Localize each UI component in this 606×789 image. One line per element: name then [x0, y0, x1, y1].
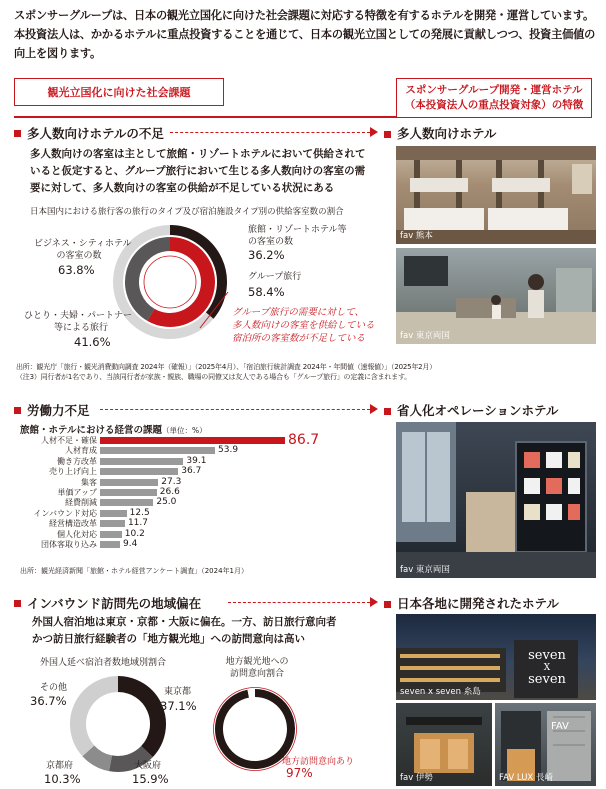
bar-category-label: 人材不足・確保 [41, 436, 97, 445]
slice-tokyo [118, 684, 158, 752]
bar-category-label: 人材育成 [65, 446, 97, 456]
arrow-right-icon [370, 127, 378, 137]
hotel-sign-fav: FAV [551, 721, 569, 732]
sponsor-header-line2: （本投資法人の重点投資対象）の特徴 [404, 99, 584, 111]
bar-category-label: 個人化対応 [57, 529, 97, 539]
section1-title: 多人数向けホテルの不足 [14, 124, 164, 142]
bar-value-label: 11.7 [127, 518, 148, 529]
section2-arrow-line [100, 409, 370, 410]
shortage-note: グループ旅行の需要に対して、 多人数向けの客室を供給している 宿泊所の客室数が不足している [232, 307, 375, 344]
section1-body: 多人数向けの客室は主として旅館・リゾートホテルにおいて供給されて いると仮定すると、グループ旅行において生じる多人数向けの客室の需 要に対して、多人数向けの客室の供給が不足している状況にある [30, 148, 366, 194]
bar-6 [100, 499, 153, 506]
regional-intent-label: 地方訪問意向あり [282, 757, 355, 767]
section2-source: 出所：観光経済新聞「旅館・ホテル経営アンケート調査」（2024年1月） [20, 567, 248, 575]
slice-no-intent [248, 693, 255, 694]
inner-guide-ring [144, 256, 196, 308]
photo-caption: fav 東京両国 [400, 565, 450, 575]
other-pct: 36.7% [30, 694, 67, 708]
sponsor-hotel-features-header [396, 78, 592, 118]
square-bullet-icon [14, 407, 21, 414]
unit-label: （単位：%） [162, 426, 207, 435]
hotel-sign-seven: seven X seven [528, 648, 566, 687]
section3-right-title: 日本各地に開発されたホテル [384, 594, 559, 612]
bar-8 [100, 520, 125, 527]
bar-value-label: 27.3 [161, 476, 182, 487]
bar-category-label: インバウンド対応 [33, 508, 97, 518]
photo-caption: fav 東京両国 [400, 331, 450, 341]
section1-right-title: 多人数向けホテル [384, 124, 496, 142]
hotel-photo-nagasaki [495, 703, 596, 786]
business-hotel-pct: 63.8% [58, 263, 95, 277]
bar-value-label: 25.0 [156, 497, 177, 508]
bar-7 [100, 510, 127, 517]
square-bullet-icon [14, 600, 21, 607]
bar-value-label: 26.6 [159, 487, 180, 497]
bar-category-label: 団体客取り込み [41, 540, 97, 549]
ryokan-pct: 36.2% [248, 248, 285, 262]
bar-value-label: 39.1 [186, 455, 207, 466]
section2-chart-title: 旅館・ホテルにおける経営の課題（単位：%） [20, 425, 207, 436]
square-bullet-icon [384, 408, 391, 415]
hotel-photo-ise [396, 703, 492, 786]
section3-title: インバウンド訪問先の地域偏在 [14, 594, 201, 612]
bar-5 [100, 489, 157, 496]
kyoto-pct: 10.3% [44, 772, 81, 786]
photo-caption: FAV LUX 長崎 [499, 773, 553, 783]
slice-other [78, 684, 118, 751]
solo-travel-label: ひとり・夫婦・パートナー 等による旅行 [24, 311, 133, 333]
bar-category-label: 働き方改革 [57, 456, 97, 466]
kyoto-label: 京都府 [46, 761, 74, 771]
social-issues-header: 観光立国化に向けた社会課題 [14, 78, 224, 106]
bar-3 [100, 468, 178, 475]
donut2-title: 地方観光地への 訪問意向割合 [225, 657, 289, 679]
section3-arrow-line [228, 602, 370, 603]
bar-0 [100, 437, 285, 444]
bar-value-label: 10.2 [124, 528, 145, 539]
donut1-title: 外国人延べ宿泊者数地域別割合 [40, 658, 167, 668]
group-travel-pct: 58.4% [248, 285, 285, 299]
section2-title: 労働力不足 [14, 401, 90, 419]
sponsor-header-line1: スポンサーグループ開発・運営ホテル [405, 84, 583, 96]
photo-caption: seven x seven 糸島 [400, 687, 481, 697]
note-leader-line [198, 290, 232, 330]
bar-value-label: 86.7 [288, 432, 320, 448]
bar-category-label: 売り上げ向上 [49, 467, 97, 477]
bar-9 [100, 531, 122, 538]
tokyo-pct: 37.1% [160, 699, 197, 713]
bar-category-label: 経費削減 [65, 498, 97, 508]
bar-category-label: 経営構造改革 [49, 519, 97, 529]
osaka-pct: 15.9% [132, 772, 169, 786]
management-issues-bar-chart [0, 432, 380, 566]
slice-kyoto [88, 751, 110, 763]
bar-10 [100, 541, 120, 548]
section1-chart-title: 日本国内における旅行客の旅行のタイプ及び宿泊施設タイプ別の供給客室数の割合 [30, 207, 344, 217]
business-hotel-label: ビジネス・シティホテル の客室の数 [34, 239, 132, 261]
other-label: その他 [40, 683, 68, 693]
section2-right-title: 省人化オペレーションホテル [384, 401, 558, 419]
ryokan-label: 旅館・リゾートホテル等 の客室の数 [248, 225, 347, 247]
hotel-room-photo-kumamoto [396, 146, 596, 244]
section1-source: 出所：観光庁「旅行・観光消費動向調査 2024年（確報）」（2025年4月）、「宿泊旅行統計調査 2024年・年間値（速報値）」（2025年2月） （注3）同行者が1名であり、当該同行者が家族・親族、職場の同僚又は友人である場合も「グループ旅行」の定義に含まれます。 [16, 363, 437, 381]
section3-body: 外国人宿泊地は東京・京都・大阪に偏在。一方、訪日旅行意向者 かつ訪日旅行経験者の「地方観光地」への訪問意向は高い [32, 616, 337, 645]
slice-solo-travel [132, 244, 170, 315]
solo-travel-pct: 41.6% [74, 335, 111, 349]
bar-value-label: 12.5 [129, 507, 150, 518]
square-bullet-icon [14, 130, 21, 137]
regional-intent-pct: 97% [286, 766, 313, 780]
arrow-right-icon [370, 597, 378, 607]
bar-2 [100, 458, 183, 465]
tokyo-label: 東京都 [164, 687, 192, 697]
bar-4 [100, 479, 158, 486]
bar-category-label: 単価アップ [57, 488, 97, 497]
bar-value-label: 9.4 [123, 539, 138, 549]
photo-caption: fav 伊勢 [400, 773, 433, 783]
square-bullet-icon [384, 601, 391, 608]
osaka-label: 大阪府 [134, 761, 162, 771]
lobby-photo-ryogoku [396, 422, 596, 578]
bar-1 [100, 447, 215, 454]
lobby-illustration [396, 422, 596, 578]
bar-category-label: 集客 [81, 477, 97, 487]
photo-caption: fav 熊本 [400, 231, 433, 241]
intro-text: スポンサーグループは、日本の観光立国化に向けた社会課題に対応する特徴を有するホテルを開発・運営しています。本投資法人は、かかるホテルに重点投資することを通じて、日本の観光立国としての発展に貢献しつつ、投資主価値の向上を図ります。 [14, 9, 596, 60]
bar-value-label: 36.7 [181, 466, 202, 477]
arrow-right-icon [370, 404, 378, 414]
square-bullet-icon [384, 131, 391, 138]
group-travel-label: グループ旅行 [248, 272, 302, 282]
hotel-room-photo-ryogoku [396, 248, 596, 344]
hotel-photo-itoshima [396, 614, 596, 700]
bar-value-label: 53.9 [218, 445, 239, 456]
slice-regional-intent [219, 693, 291, 765]
section1-arrow-line [170, 132, 370, 133]
